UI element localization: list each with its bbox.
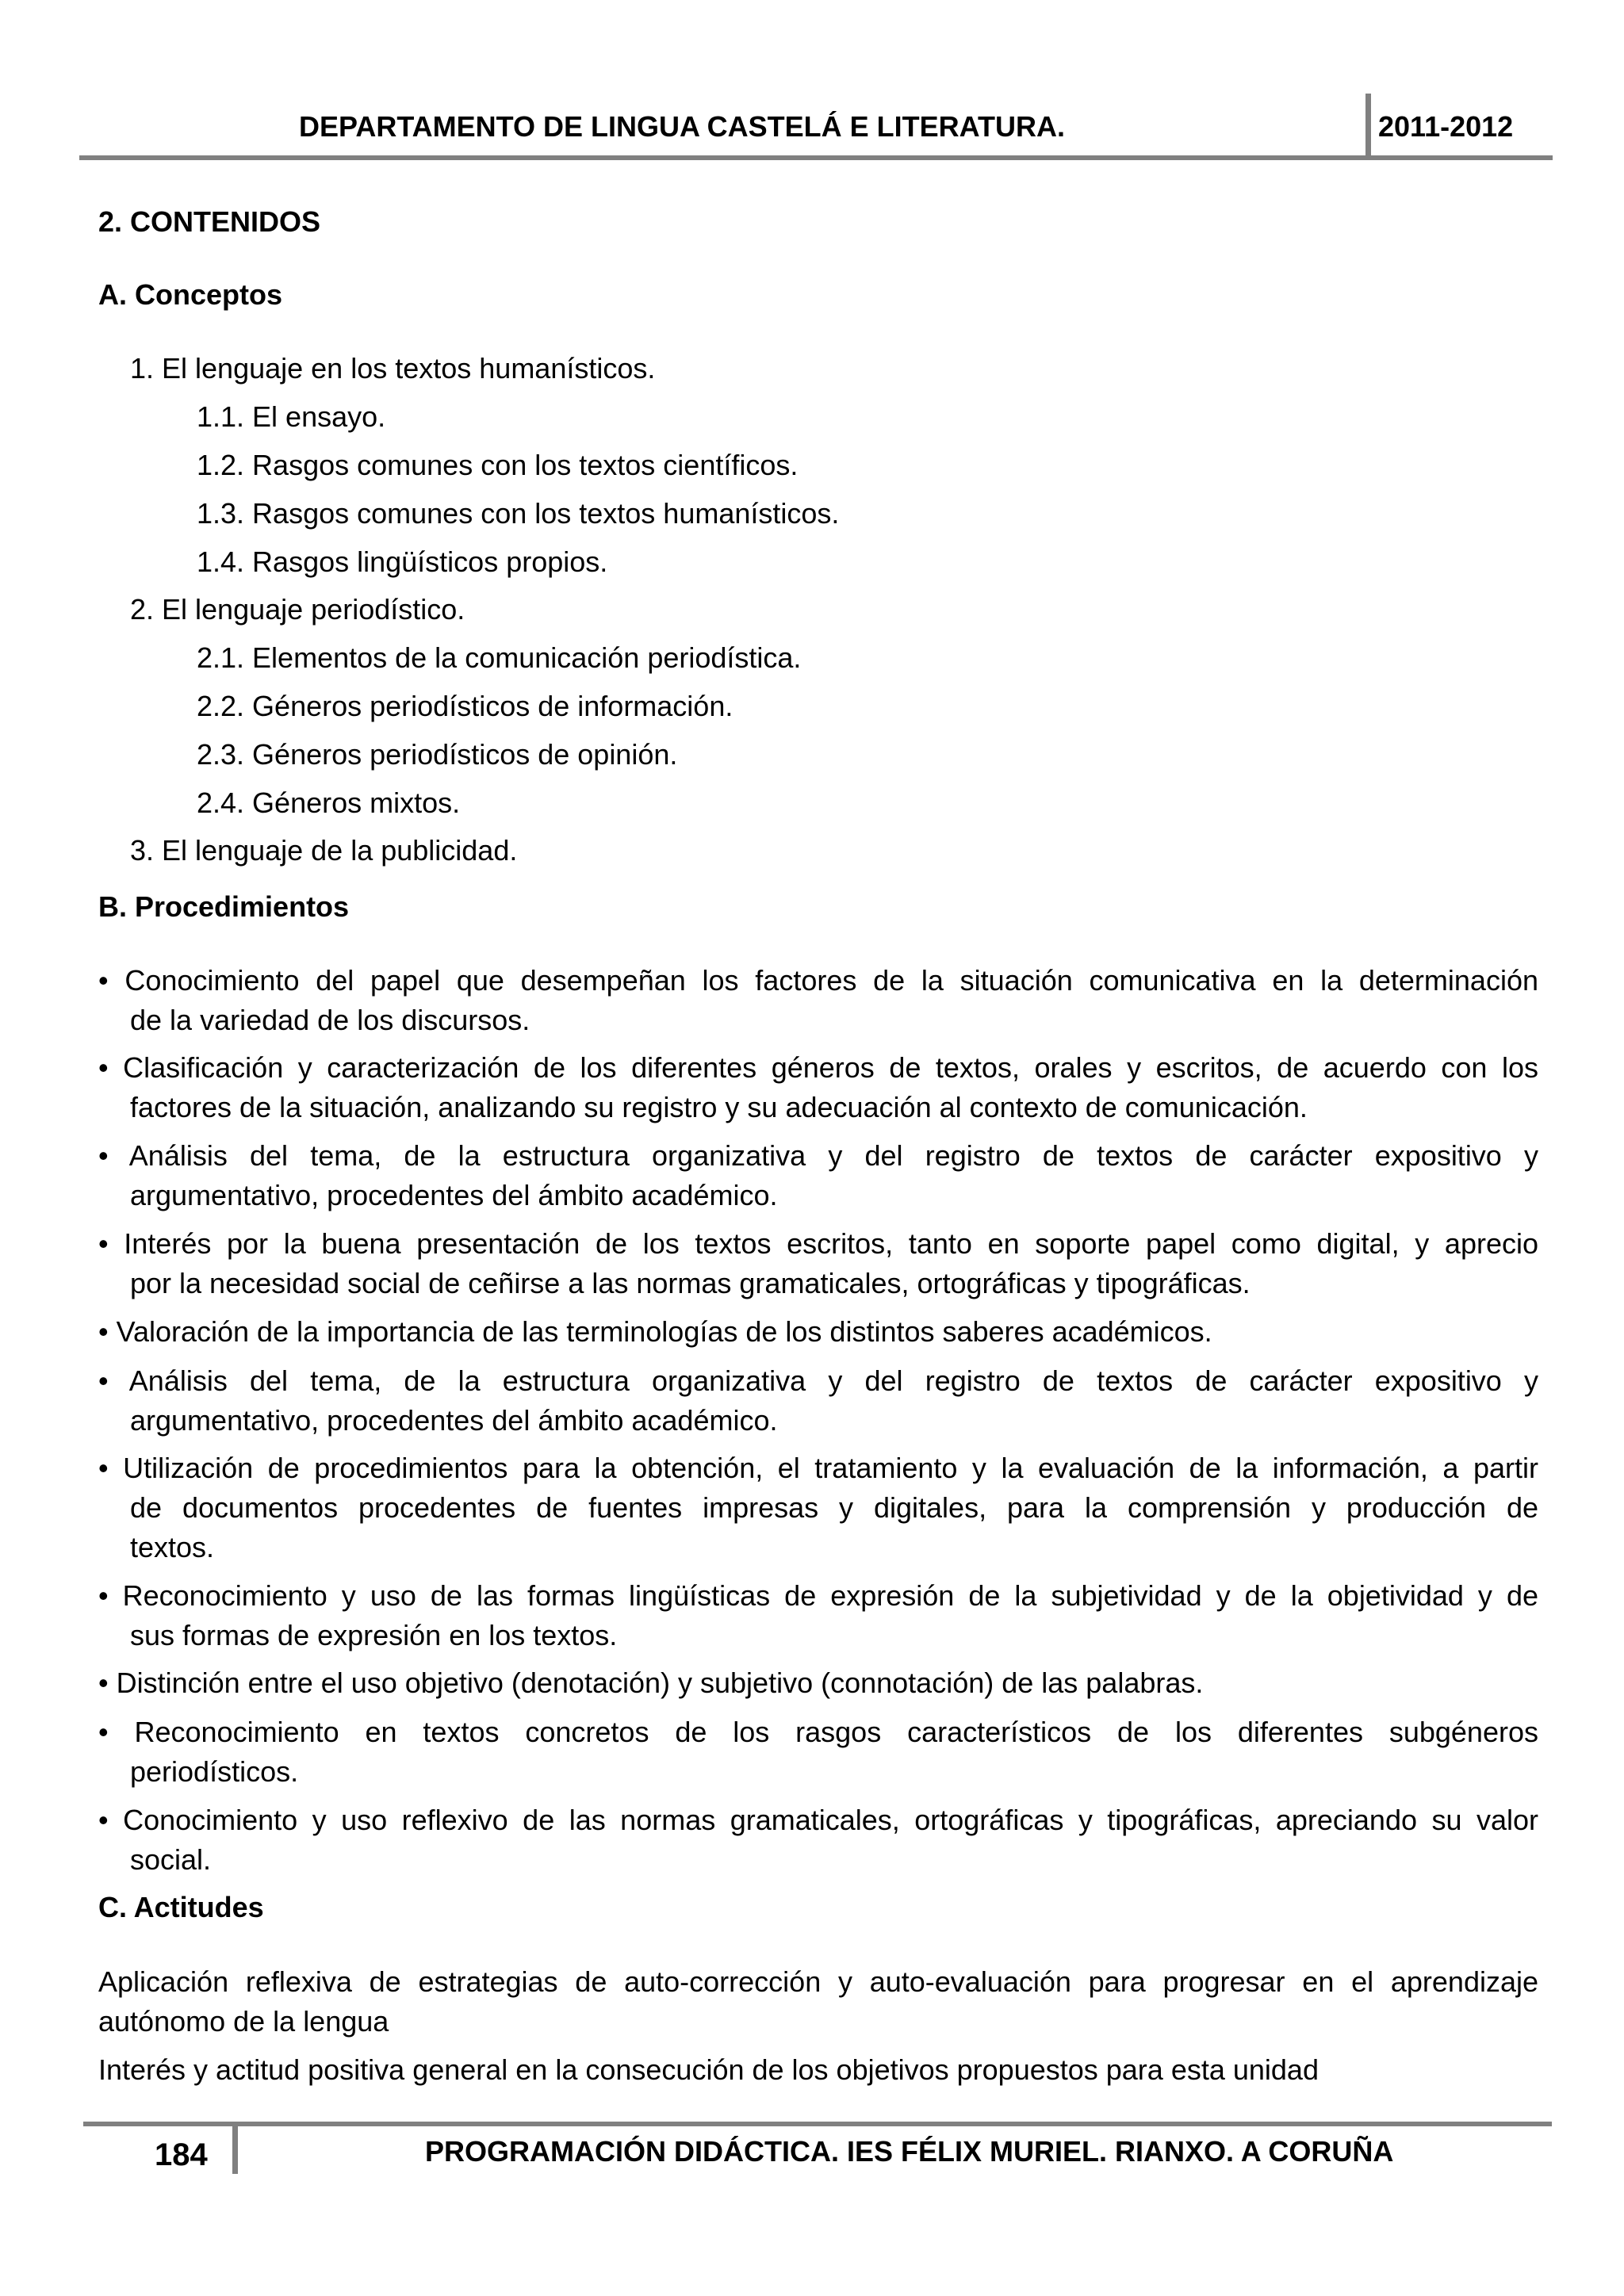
- bullet-text: • Reconocimiento en textos concretos de los rasgos característicos de los diferentes subgéneros: [98, 1716, 1538, 1748]
- bullet-text: periodísticos.: [130, 1755, 299, 1788]
- procedimientos-heading: B. Procedimientos: [98, 890, 350, 923]
- list-item: 1.2. Rasgos comunes con los textos científicos.: [197, 449, 799, 481]
- footer-text: PROGRAMACIÓN DIDÁCTICA. IES FÉLIX MURIEL. RIANXO. A CORUÑA: [425, 2135, 1394, 2168]
- actitudes-paragraph-1-line-1: Aplicación reflexiva de estrategias de auto-corrección y auto-evaluación para progresar en el aprendizaje: [98, 1965, 1538, 1998]
- list-item: 1.3. Rasgos comunes con los textos humanísticos.: [197, 497, 840, 530]
- bullet-text: argumentativo, procedentes del ámbito académico.: [130, 1179, 778, 1211]
- list-item: [98, 1663, 1538, 1703]
- bullet-text: social.: [130, 1843, 212, 1876]
- actitudes-paragraph-2: Interés y actitud positiva general en la consecución de los objetivos propuestos para esta unidad: [98, 2053, 1319, 2086]
- list-item: 2.2. Géneros periodísticos de información.: [197, 690, 733, 722]
- bullet-text: • Análisis del tema, de la estructura organizativa y del registro de textos de carácter expositivo y: [98, 1364, 1538, 1397]
- actitudes-heading: C. Actitudes: [98, 1891, 264, 1923]
- list-item: [98, 1136, 1538, 1215]
- list-item: [98, 1448, 1538, 1567]
- bullet-text: de documentos procedentes de fuentes impresas y digitales, para la comprensión y producción de: [130, 1491, 1538, 1524]
- list-item: [98, 1224, 1538, 1303]
- list-item: 2.3. Géneros periodísticos de opinión.: [197, 738, 678, 771]
- list-item: [98, 1312, 1538, 1352]
- header-rule: [79, 155, 1553, 160]
- bullet-text: • Conocimiento y uso reflexivo de las normas gramaticales, ortográficas y tipográficas, apreciando su valor: [98, 1804, 1538, 1836]
- list-item: [98, 961, 1538, 1040]
- list-item: 1. El lenguaje en los textos humanísticos.: [130, 352, 656, 385]
- bullet-text: • Clasificación y caracterización de los diferentes géneros de textos, orales y escritos, de acuerdo con los: [98, 1051, 1538, 1084]
- bullet-text: de la variedad de los discursos.: [130, 1004, 530, 1036]
- list-item: 2.1. Elementos de la comunicación periodística.: [197, 641, 802, 674]
- list-item: [98, 1712, 1538, 1792]
- list-item: 2. El lenguaje periodístico.: [130, 593, 465, 626]
- list-item: [98, 1048, 1538, 1127]
- bullet-text: • Distinción entre el uso objetivo (denotación) y subjetivo (connotación) de las palabras.: [98, 1667, 1204, 1699]
- page-number: 184: [155, 2137, 208, 2172]
- bullet-text: • Análisis del tema, de la estructura organizativa y del registro de textos de carácter expositivo y: [98, 1139, 1538, 1172]
- bullet-text: argumentativo, procedentes del ámbito académico.: [130, 1404, 778, 1437]
- list-item: 2.4. Géneros mixtos.: [197, 786, 461, 819]
- footer-divider: [232, 2122, 238, 2174]
- conceptos-heading: A. Conceptos: [98, 278, 283, 311]
- bullet-text: textos.: [130, 1531, 215, 1563]
- list-item: [98, 1800, 1538, 1880]
- bullet-text: sus formas de expresión en los textos.: [130, 1619, 618, 1651]
- bullet-text: • Interés por la buena presentación de los textos escritos, tanto en soporte papel como digital, y aprecio: [98, 1227, 1538, 1260]
- bullet-text: • Valoración de la importancia de las terminologías de los distintos saberes académicos.: [98, 1315, 1212, 1348]
- bullet-text: • Reconocimiento y uso de las formas lingüísticas de expresión de la subjetividad y de la objetividad y de: [98, 1579, 1538, 1612]
- list-item: [98, 1576, 1538, 1655]
- actitudes-paragraph-1-line-2: autónomo de la lengua: [98, 2005, 389, 2038]
- header-divider: [1365, 94, 1371, 159]
- bullet-text: por la necesidad social de ceñirse a las normas gramaticales, ortográficas y tipográficas.: [130, 1267, 1251, 1299]
- list-item: 1.4. Rasgos lingüísticos propios.: [197, 545, 608, 578]
- header-year: 2011-2012: [1378, 110, 1514, 143]
- list-item: 1.1. El ensayo.: [197, 400, 386, 433]
- bullet-text: • Utilización de procedimientos para la obtención, el tratamiento y la evaluación de la información, a partir: [98, 1452, 1538, 1484]
- list-item: [98, 1361, 1538, 1441]
- section-title: 2. CONTENIDOS: [98, 205, 321, 238]
- footer-rule: [83, 2122, 1552, 2126]
- list-item: 3. El lenguaje de la publicidad.: [130, 834, 518, 867]
- bullet-text: factores de la situación, analizando su registro y su adecuación al contexto de comunicación.: [130, 1091, 1308, 1123]
- header-title: DEPARTAMENTO DE LINGUA CASTELÁ E LITERATURA.: [299, 110, 1065, 143]
- bullet-text: • Conocimiento del papel que desempeñan los factores de la situación comunicativa en la determinación: [98, 964, 1538, 997]
